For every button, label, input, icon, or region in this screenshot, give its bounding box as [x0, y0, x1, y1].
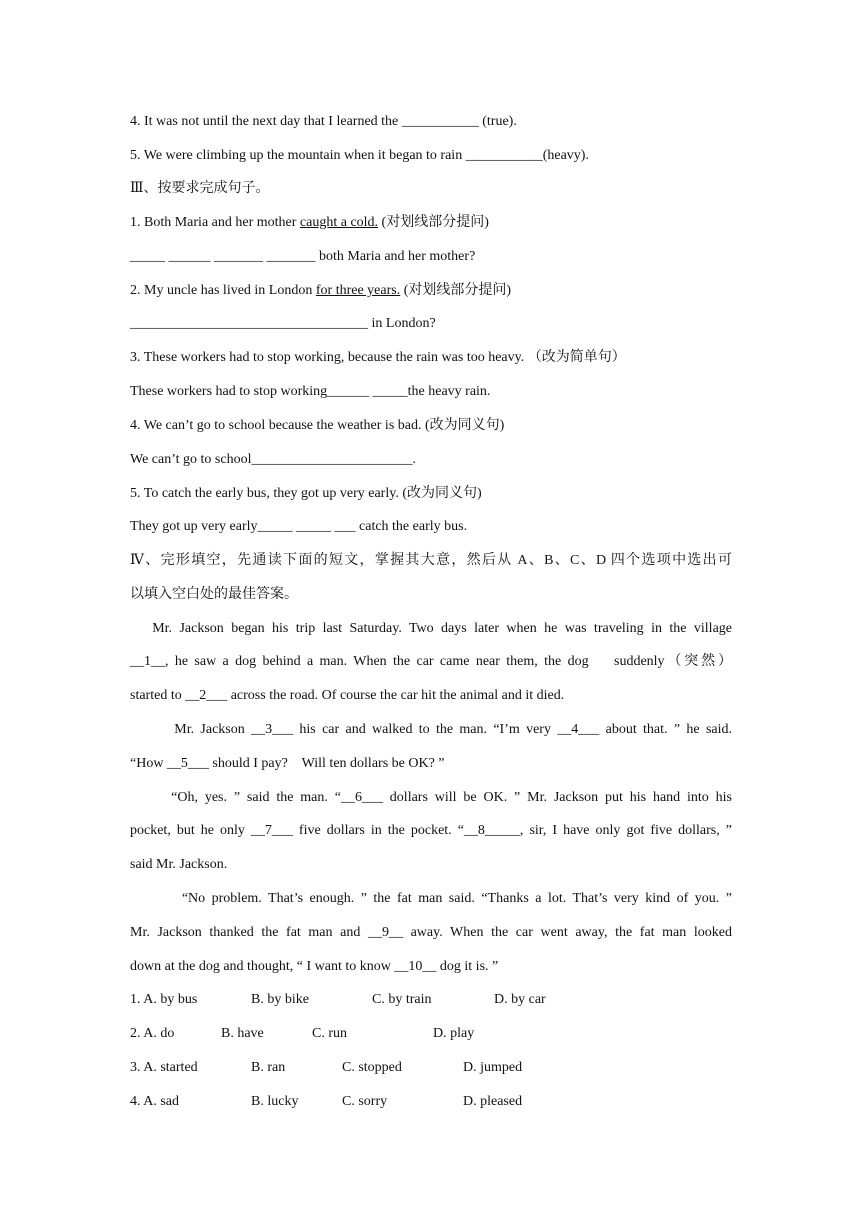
passage-line: Mr. Jackson began his trip last Saturday. Two days later when he was traveling in the village: [130, 621, 732, 636]
passage-line: down at the dog and thought, “ I want to know __10__ dog it is. ”: [130, 959, 499, 974]
part3-answer-1: _____ ______ _______ _______ both Maria and her mother?: [130, 249, 476, 264]
part3-question-1: [130, 213, 732, 233]
part3-question-5: 5. To catch the early bus, they got up very early. (改为同义句): [130, 486, 482, 501]
option-a: 1. A. by bus: [130, 992, 198, 1007]
section-4-heading-cont: 以填入空白处的最佳答案。: [130, 587, 298, 602]
part3-answer-3: These workers had to stop working______ _____the heavy rain.: [130, 384, 491, 399]
part3-answer-5: They got up very early_____ _____ ___ catch the early bus.: [130, 519, 468, 534]
option-a: 4. A. sad: [130, 1094, 179, 1109]
q1-instruction: (对划线部分提问): [378, 215, 489, 230]
passage-line: Mr. Jackson __3___ his car and walked to the man. “I’m very __4___ about that. ” he said.: [130, 722, 732, 737]
passage-line: “How __5___ should I pay? Will ten dollars be OK? ”: [130, 756, 445, 771]
q2-instruction: (对划线部分提问): [400, 283, 512, 298]
q2-underlined-part: for three years.: [315, 283, 401, 298]
option-b: B. lucky: [251, 1094, 299, 1109]
option-c: C. by train: [372, 992, 432, 1007]
passage-line: started to __2___ across the road. Of course the car hit the animal and it died.: [130, 688, 565, 703]
option-b: B. ran: [251, 1060, 286, 1075]
passage-line: “Oh, yes. ” said the man. “__6___ dollars will be OK. ” Mr. Jackson put his hand into his: [130, 790, 732, 805]
option-a: 2. A. do: [130, 1026, 175, 1041]
option-c: C. stopped: [342, 1060, 402, 1075]
part2-question-4: 4. It was not until the next day that I learned the ___________ (true).: [130, 114, 517, 129]
part3-question-4: 4. We can’t go to school because the weather is bad. (改为同义句): [130, 418, 505, 433]
section-4-heading: Ⅳ、完形填空，先通读下面的短文，掌握其大意，然后从 A、B、C、D 四个选项中选出可: [130, 553, 732, 568]
option-c: C. sorry: [342, 1094, 388, 1109]
part3-answer-2: __________________________________ in London?: [130, 316, 436, 331]
q1-text: 1. Both Maria and her mother: [130, 215, 300, 230]
part3-answer-4: We can’t go to school_______________________.: [130, 452, 416, 467]
passage-line: said Mr. Jackson.: [130, 857, 228, 872]
option-c: C. run: [312, 1026, 347, 1041]
passage-line: __1__, he saw a dog behind a man. When the car came near them, the dog suddenly（突然）: [130, 654, 732, 669]
part3-question-2: [130, 281, 732, 301]
q2-text: 2. My uncle has lived in London: [130, 283, 316, 298]
passage-line: “No problem. That’s enough. ” the fat man said. “Thanks a lot. That’s very kind of you. ”: [130, 891, 732, 906]
part3-question-3: 3. These workers had to stop working, because the rain was too heavy. （改为简单句）: [130, 350, 626, 365]
section-3-heading: Ⅲ、按要求完成句子。: [130, 181, 270, 196]
option-b: B. have: [221, 1026, 264, 1041]
option-d: D. play: [433, 1026, 475, 1041]
q1-underlined-part: caught a cold.: [299, 215, 379, 230]
passage-line: Mr. Jackson thanked the fat man and __9__ away. When the car went away, the fat man looked: [130, 925, 732, 940]
option-a: 3. A. started: [130, 1060, 198, 1075]
option-d: D. jumped: [463, 1060, 523, 1075]
passage-line: pocket, but he only __7___ five dollars in the pocket. “__8_____, sir, I have only got five dollars, ”: [130, 823, 732, 838]
option-b: B. by bike: [251, 992, 309, 1007]
option-d: D. pleased: [463, 1094, 523, 1109]
option-d: D. by car: [494, 992, 546, 1007]
part2-question-5: 5. We were climbing up the mountain when it began to rain ___________(heavy).: [130, 148, 589, 163]
